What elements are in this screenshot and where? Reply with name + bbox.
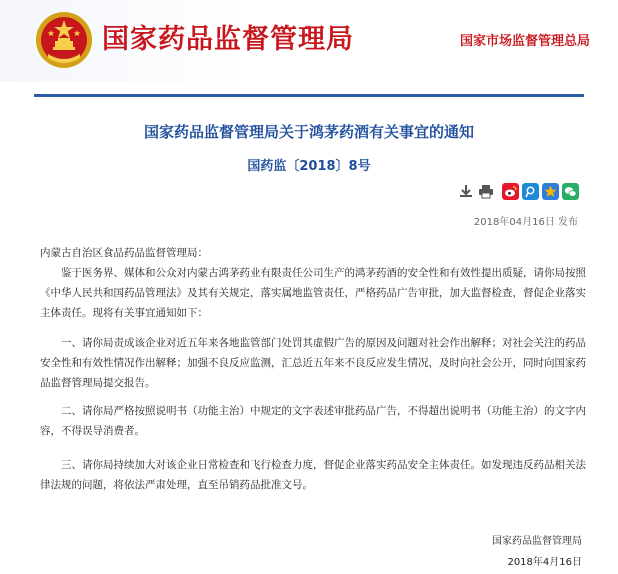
print-icon[interactable] bbox=[478, 183, 494, 199]
tencent-weibo-icon[interactable] bbox=[522, 183, 539, 200]
item-three-paragraph: 三、请你局持续加大对该企业日常检查和飞行检查力度，督促企业落实药品安全主体责任。如发现违反药品相关法律法规的问题，将依法严肃处理，直至吊销药品批准文号。 bbox=[40, 459, 586, 491]
parent-agency-link[interactable]: 国家市场监督管理总局 bbox=[459, 34, 590, 49]
download-icon[interactable] bbox=[458, 183, 474, 199]
site-title[interactable]: 国家药品监督管理局 bbox=[102, 24, 354, 55]
header-divider bbox=[34, 94, 584, 97]
item-two-paragraph: 二、请你局严格按照说明书（功能主治）中规定的文字表述审批药品广告，不得超出说明书（功能主治）的文字内容，不得误导消费者。 bbox=[40, 405, 586, 437]
document-number: 国药监〔2018〕8号 bbox=[247, 159, 371, 174]
site-header bbox=[0, 0, 618, 82]
intro-paragraph: 鉴于医务界、媒体和公众对内蒙古鸿茅药业有限责任公司生产的鸿茅药酒的安全性和有效性提出质疑，请你局按照《中华人民共和国药品管理法》及其有关规定，落实属地监管责任，严格药品广告审批，加大监督检查，督促企业落实主体责任。现将有关事宜通知如下： bbox=[40, 267, 586, 319]
national-emblem-icon bbox=[34, 10, 94, 70]
weibo-icon[interactable] bbox=[502, 183, 519, 200]
qzone-icon[interactable] bbox=[542, 183, 559, 200]
sign-date: 2018年4月16日 bbox=[507, 557, 582, 568]
wechat-icon[interactable] bbox=[562, 183, 579, 200]
recipient-line: 内蒙古自治区食品药品监督管理局： bbox=[40, 247, 208, 259]
item-one-paragraph: 一、请你局责成该企业对近五年来各地监管部门处罚其虚假广告的原因及问题对社会作出解释；对社会关注的药品安全性和有效性情况作出解释；加强不良反应监测，汇总近五年来不良反应发生情况，及时向社会公开，同时向国家药品监督管理局提交报告。 bbox=[40, 337, 586, 389]
publish-date: 2018年04月16日 发布 bbox=[473, 217, 578, 228]
signature: 国家药品监督管理局 bbox=[492, 536, 582, 547]
document-title: 国家药品监督管理局关于鸿茅药酒有关事宜的通知 bbox=[143, 123, 474, 141]
